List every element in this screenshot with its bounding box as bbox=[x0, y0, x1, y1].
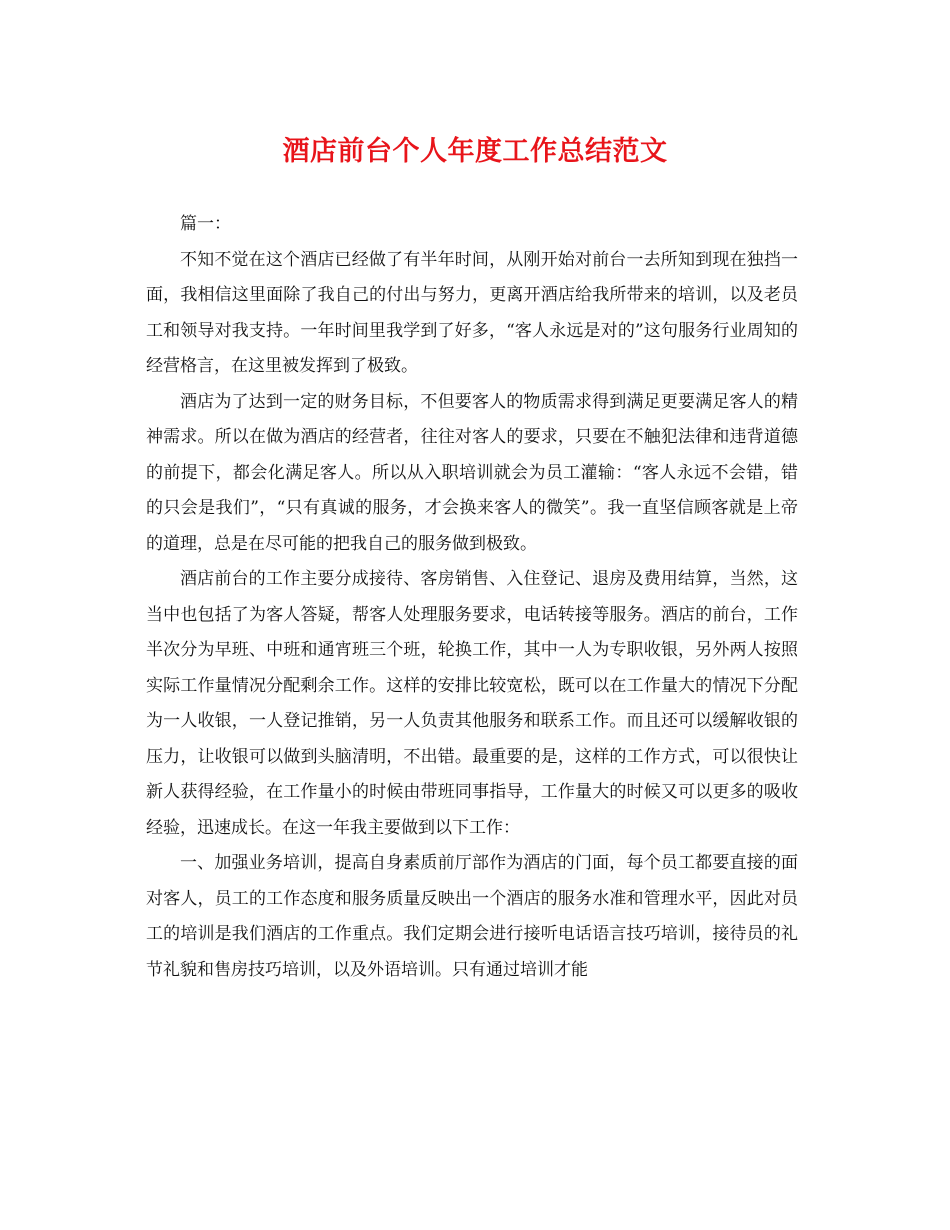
paragraph: 一、加强业务培训，提高自身素质前厅部作为酒店的门面，每个员工都要直接的面对客人，员工的工作态度和服务质量反映出一个酒店的服务水准和管理水平，因此对员工的培训是我们酒店的工作重点。我们定期会进行接听电话语言技巧培训，接待员的礼节礼貌和售房技巧培训，以及外语培训。只有通过培训才能 bbox=[146, 853, 798, 980]
paragraph: 酒店前台的工作主要分成接待、客房销售、入住登记、退房及费用结算，当然，这当中也包括了为客人答疑，帮客人处理服务要求，电话转接等服务。酒店的前台，工作半次分为早班、中班和通宵班三个班，轮换工作，其中一人为专职收银，另外两人按照实际工作量情况分配剩余工作。这样的安排比较宽松，既可以在工作量大的情况下分配为一人收银，一人登记推销，另一人负责其他服务和联系工作。而且还可以缓解收银的压力，让收银可以做到头脑清明，不出错。最重要的是，这样的工作方式，可以很快让新人获得经验，在工作量小的时候由带班同事指导，工作量大的时候又可以更多的吸收经验，迅速成长。在这一年我主要做到以下工作： bbox=[146, 569, 798, 838]
document-body bbox=[146, 207, 798, 988]
paragraph-section-heading: 篇一： bbox=[180, 214, 231, 234]
paragraph: 酒店为了达到一定的财务目标，不但要客人的物质需求得到满足更要满足客人的精神需求。所以在做为酒店的经营者，往往对客人的要求，只要在不触犯法律和违背道德的前提下，都会化满足客人。所以从入职培训就会为员工灌输：“客人永远不会错，错的只会是我们”，“只有真诚的服务，才会换来客人的微笑”。我一直坚信顾客就是上帝的道理，总是在尽可能的把我自己的服务做到极致。 bbox=[146, 391, 798, 554]
document-title: 酒店前台个人年度工作总结范文 bbox=[282, 136, 668, 167]
paragraph: 不知不觉在这个酒店已经做了有半年时间，从刚开始对前台一去所知到现在独挡一面，我相信这里面除了我自己的付出与努力，更离开酒店给我所带来的培训，以及老员工和领导对我支持。一年时间里我学到了好多，“客人永远是对的”这句服务行业周知的经营格言，在这里被发挥到了极致。 bbox=[146, 249, 798, 376]
